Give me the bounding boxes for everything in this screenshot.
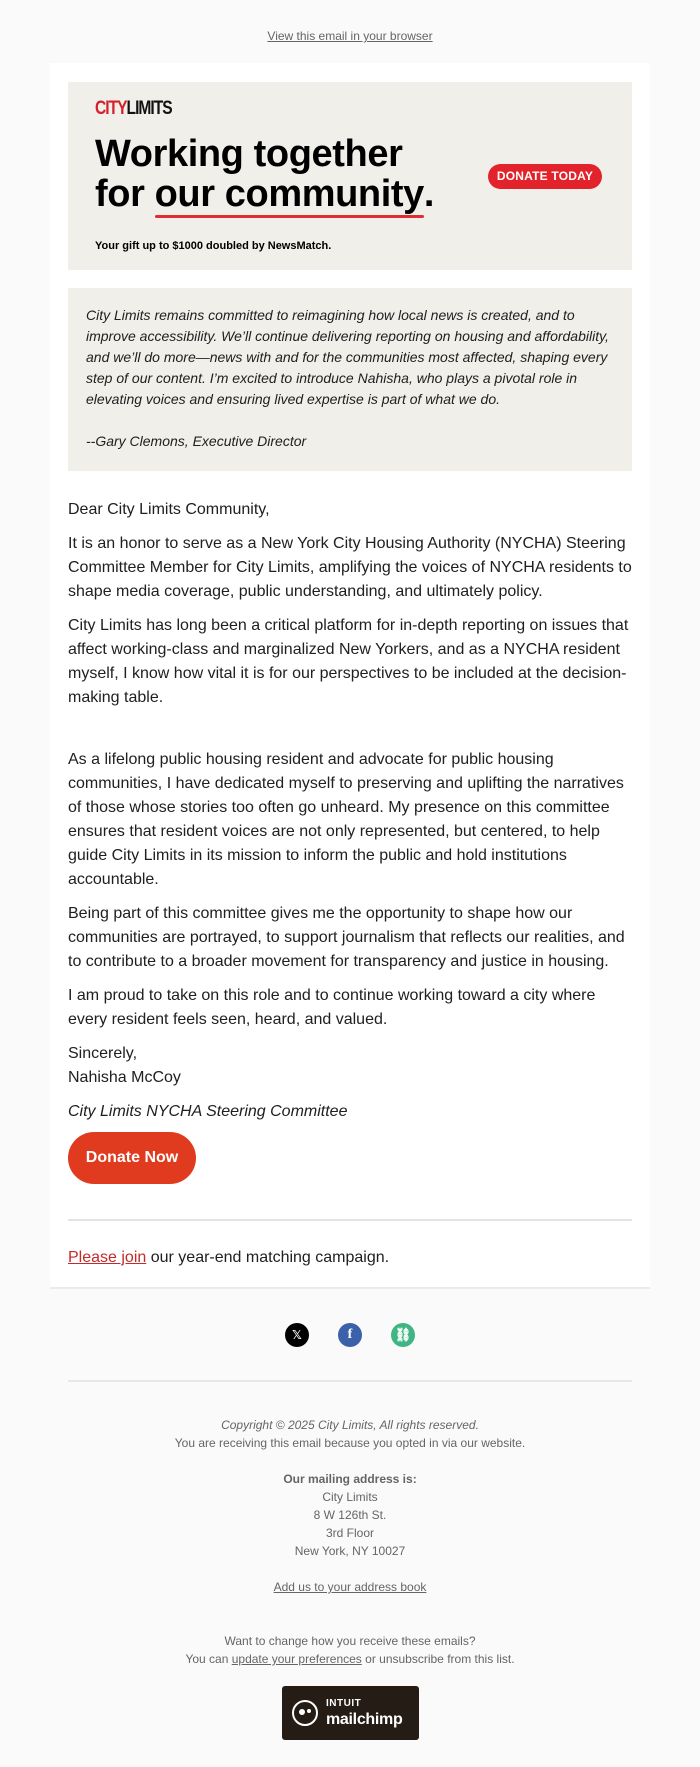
- director-quote: [68, 288, 632, 471]
- headline-underlined: our community: [154, 173, 424, 215]
- signature: [68, 1042, 632, 1090]
- footer-divider: [68, 1380, 632, 1382]
- quote-text: City Limits remains committed to reimagining how local news is created, and to improve accessibility. We’ll continue delivering reporting on housing and affordability, and we’ll do more—news with and for the communities most affected, shaping every step of our content. I’m excited to introduce Nahisha, who plays a pivotal role in elevating voices and ensuring lived expertise is part of what we do.: [86, 307, 609, 407]
- opt-in-reason: You are receiving this email because you opted in via our website.: [174, 1436, 526, 1450]
- preheader: [0, 29, 700, 43]
- paragraph-3: As a lifelong public housing resident and advocate for public housing communities, I have dedicated myself to preserving and uplifting the narratives of those whose stories too often go unheard. My presence on this committee ensures that resident voices are not only represented, but centered, to help guide City Limits in its mission to inform the public and hold institutions accountable.: [68, 751, 624, 888]
- mailchimp-badge[interactable]: INTUIT mailchimp: [282, 1686, 419, 1740]
- mailing-heading: Our mailing address is:: [283, 1472, 417, 1486]
- paragraph-4: Being part of this committee gives me the opportunity to shape how our communities are portrayed, to support journalism that reflects our realities, and to contribute to a broader movement for transparency and justice in housing.: [68, 905, 625, 970]
- newsmatch-note: Your gift up to $1000 doubled by NewsMatch.: [95, 240, 332, 252]
- hero-headline: Working together for our community.: [95, 133, 435, 215]
- copyright: Copyright © 2025 City Limits, All rights reserved.: [221, 1418, 479, 1432]
- join-campaign: Please join our year-end matching campaign.: [68, 1249, 390, 1266]
- city-limits-logo[interactable]: CITYLIMITS: [95, 98, 172, 119]
- please-join-link[interactable]: Please join: [68, 1249, 147, 1266]
- letter-body: [68, 498, 632, 1134]
- mailing-address: Our mailing address is: City Limits 8 W 126th St. 3rd Floor New York, NY 10027: [283, 1472, 417, 1558]
- update-preferences-link[interactable]: update your preferences: [231, 1652, 362, 1666]
- social-links: [0, 1323, 700, 1347]
- preferences-text: Want to change how you receive these emails? You can update your preferences or unsubscribe from this list.: [185, 1634, 515, 1666]
- paragraph-1: It is an honor to serve as a New York City Housing Authority (NYCHA) Steering Committee Member for City Limits, amplifying the voices of NYCHA residents to shape media coverage, public understanding, and ultimately policy.: [68, 535, 632, 600]
- facebook-icon[interactable]: f: [338, 1323, 362, 1347]
- closing: Sincerely,: [68, 1045, 138, 1062]
- link-icon[interactable]: ⛓: [391, 1323, 415, 1347]
- paragraph-5: I am proud to take on this role and to continue working toward a city where every resident feels seen, heard, and valued.: [68, 987, 596, 1028]
- footer: [0, 1416, 700, 1668]
- x-twitter-icon[interactable]: 𝕏: [285, 1323, 309, 1347]
- hero-banner: [68, 82, 632, 270]
- view-in-browser-link[interactable]: View this email in your browser: [267, 29, 433, 43]
- quote-attribution: --Gary Clemons, Executive Director: [86, 433, 307, 449]
- email-card: [50, 63, 650, 1289]
- signer-name: Nahisha McCoy: [68, 1069, 181, 1086]
- donate-today-button[interactable]: DONATE TODAY: [488, 164, 602, 189]
- donate-now-button[interactable]: Donate Now: [68, 1132, 196, 1184]
- signer-title: City Limits NYCHA Steering Committee: [68, 1103, 348, 1120]
- divider: [68, 1219, 632, 1221]
- add-to-address-book-link[interactable]: Add us to your address book: [273, 1580, 427, 1594]
- paragraph-2: City Limits has long been a critical platform for in-depth reporting on issues that affect working-class and marginalized New Yorkers, and as a NYCHA resident myself, I know how vital it is for our perspectives to be included at the decision-making table.: [68, 617, 629, 706]
- freddie-icon: [292, 1700, 318, 1726]
- greeting: Dear City Limits Community,: [68, 501, 270, 518]
